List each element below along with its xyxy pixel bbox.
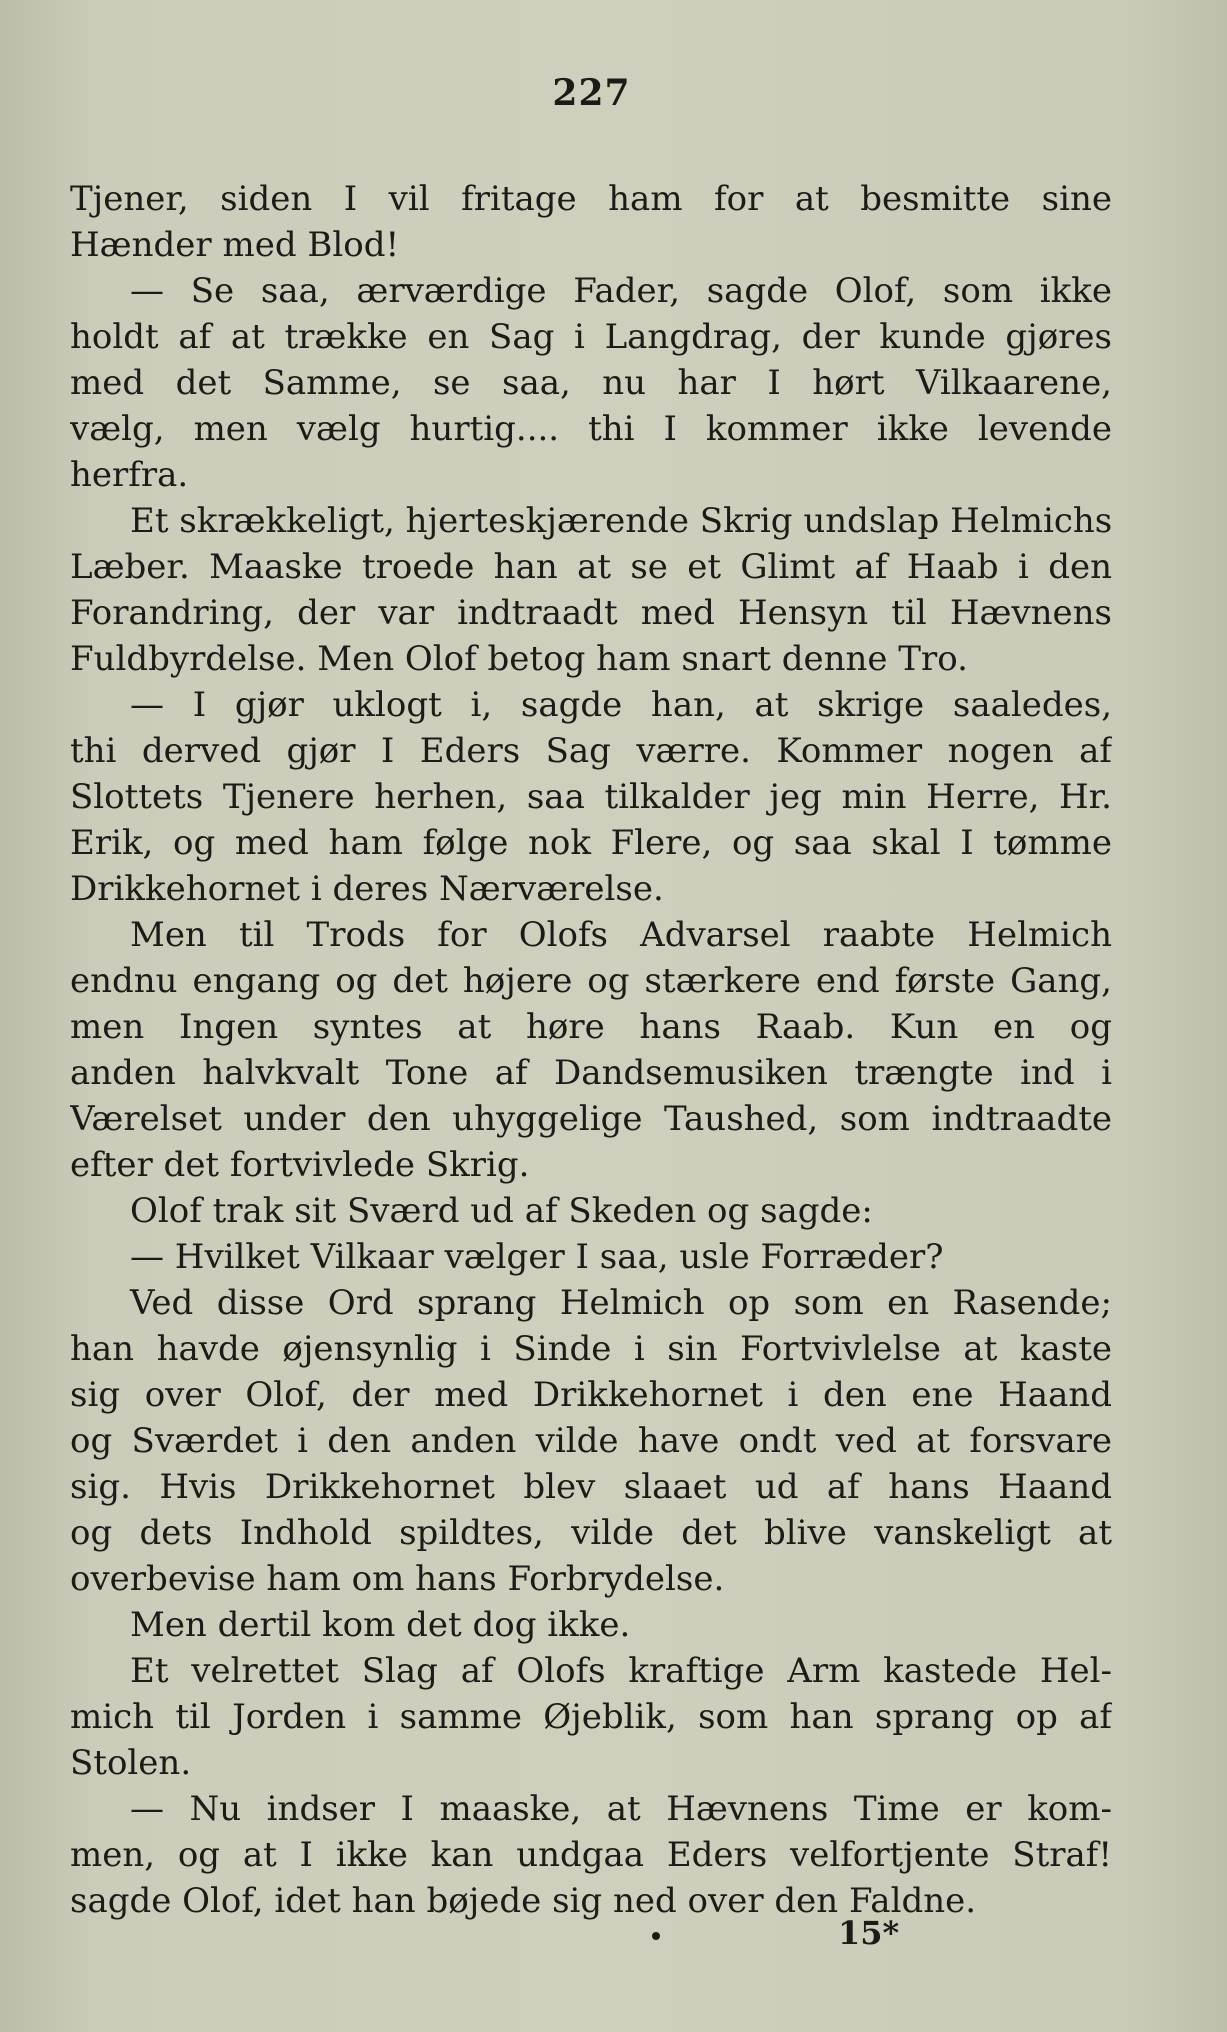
text-line: Forandring, der var indtraadt med Hensyn til Hævnens	[70, 593, 1112, 633]
text-line: Erik, og med ham følge nok Flere, og saa skal I tømme	[70, 823, 1112, 863]
text-line: holdt af at trække en Sag i Langdrag, der kunde gjøres	[70, 317, 1112, 357]
text-line: Men dertil kom det dog ikke.	[130, 1605, 631, 1645]
text-line: og dets Indhold spildtes, vilde det blive vanskeligt at	[70, 1513, 1112, 1553]
text-line: han havde øjensynlig i Sinde i sin Fortvivlelse at kaste	[70, 1329, 1112, 1369]
text-line: Slottets Tjenere herhen, saa tilkalder jeg min Herre, Hr.	[70, 777, 1112, 817]
text-line: Et skrækkeligt, hjerteskjærende Skrig undslap Helmichs	[130, 501, 1112, 541]
text-line: — Se saa, ærværdige Fader, sagde Olof, som ikke	[130, 271, 1112, 311]
text-line: mich til Jorden i samme Øjeblik, som han sprang op af	[70, 1697, 1112, 1737]
text-line: Fuldbyrdelse. Men Olof betog ham snart denne Tro.	[70, 639, 968, 679]
text-line: sagde Olof, idet han bøjede sig ned over den Faldne.	[70, 1881, 977, 1921]
text-line: — Hvilket Vilkaar vælger I saa, usle Forræder?	[130, 1237, 944, 1277]
text-line: med det Samme, se saa, nu har I hørt Vilkaarene,	[70, 363, 1112, 403]
text-line: Tjener, siden I vil fritage ham for at besmitte sine	[70, 179, 1112, 219]
text-line: Men til Trods for Olofs Advarsel raabte Helmich	[130, 915, 1112, 955]
text-line: og Sværdet i den anden vilde have ondt ved at forsvare	[70, 1421, 1112, 1461]
text-line: vælg, men vælg hurtig.... thi I kommer ikke levende	[70, 409, 1112, 449]
text-line: — I gjør uklogt i, sagde han, at skrige saaledes,	[130, 685, 1112, 725]
text-line: Hænder med Blod!	[70, 225, 400, 265]
footer-dot	[652, 1932, 660, 1940]
text-line: sig over Olof, der med Drikkehornet i den ene Haand	[70, 1375, 1112, 1415]
text-line: Olof trak sit Sværd ud af Skeden og sagde:	[130, 1191, 873, 1231]
text-line: overbevise ham om hans Forbrydelse.	[70, 1559, 725, 1599]
text-line: Læber. Maaske troede han at se et Glimt af Haab i den	[70, 547, 1112, 587]
text-line: Værelset under den uhyggelige Taushed, som indtraadte	[70, 1099, 1112, 1139]
text-line: sig. Hvis Drikkehornet blev slaaet ud af hans Haand	[70, 1467, 1112, 1507]
text-line: Stolen.	[70, 1743, 192, 1783]
text-line: men, og at I ikke kan undgaa Eders velfortjente Straf!	[70, 1835, 1112, 1875]
text-line: Ved disse Ord sprang Helmich op som en Rasende;	[130, 1283, 1112, 1323]
text-line: anden halvkvalt Tone af Dandsemusiken trængte ind i	[70, 1053, 1112, 1093]
page-number: 227	[552, 72, 631, 114]
text-line: thi derved gjør I Eders Sag værre. Kommer nogen af	[70, 731, 1112, 771]
text-line: Et velrettet Slag af Olofs kraftige Arm kastede Hel-	[130, 1651, 1112, 1691]
text-line: endnu engang og det højere og stærkere end første Gang,	[70, 961, 1112, 1001]
body-text	[70, 176, 1112, 1924]
text-line: — Nu indser I maaske, at Hævnens Time er kom-	[130, 1789, 1112, 1829]
text-line: herfra.	[70, 455, 189, 495]
page-footer	[0, 1914, 1227, 1954]
text-line: efter det fortvivlede Skrig.	[70, 1145, 530, 1185]
printer-signature: 15*	[838, 1914, 900, 1952]
text-line: Drikkehornet i deres Nærværelse.	[70, 869, 664, 909]
text-line: men Ingen syntes at høre hans Raab. Kun en og	[70, 1007, 1112, 1047]
